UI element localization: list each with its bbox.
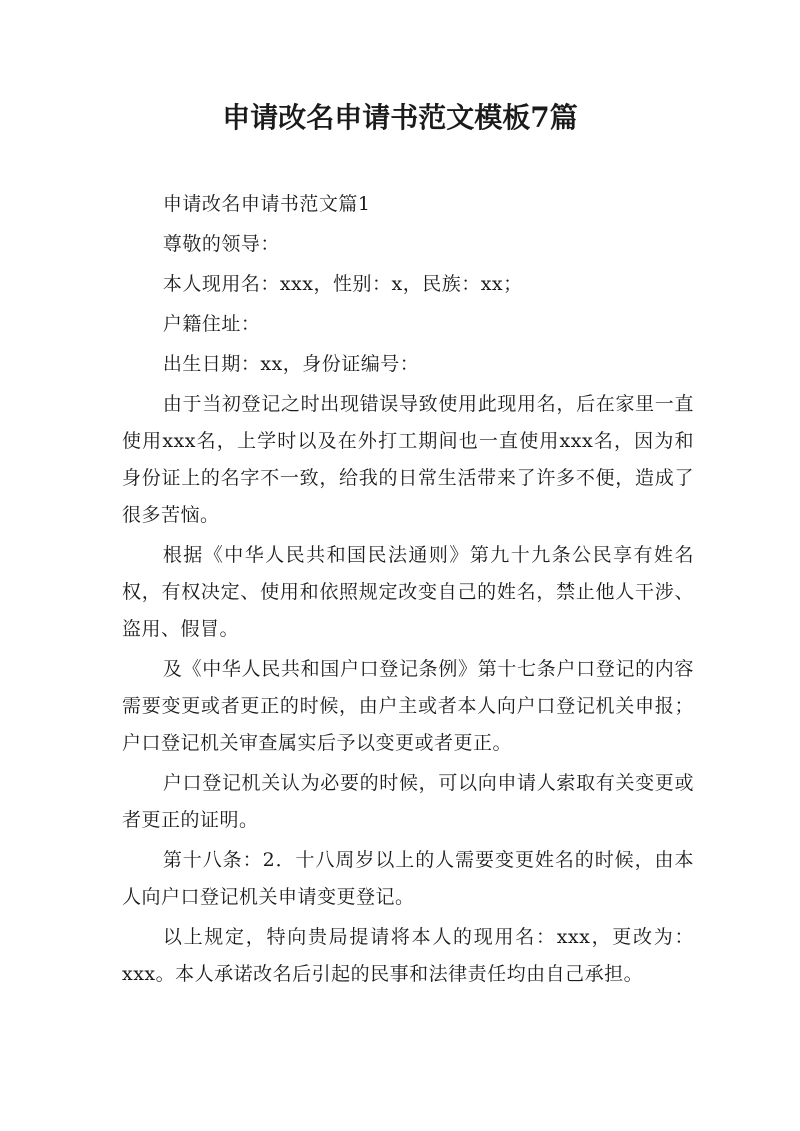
current-name-line: 本人现用名：xxx，性别：x，民族：xx； <box>162 273 523 295</box>
registration-regulation-paragraph: 及《中华人民共和国户口登记条例》第十七条户口登记的内容需要变更或者更正的时候，由户主或者本人向户口登记机关申报；户口登记机关审查属实后予以变更或者更正。 <box>122 658 694 754</box>
document-title: 申请改名申请书范文模板7篇 <box>222 101 578 134</box>
salutation: 尊敬的领导： <box>162 233 280 255</box>
address-line: 户籍住址： <box>162 313 261 335</box>
proof-paragraph: 户口登记机关认为必要的时候，可以向申请人索取有关变更或者更正的证明。 <box>122 772 694 831</box>
section-heading: 申请改名申请书范文篇1 <box>162 193 371 215</box>
civil-law-paragraph: 根据《中华人民共和国民法通则》第九十九条公民享有姓名权，有权决定、使用和依照规定改变自己的姓名，禁止他人干涉、盗用、假冒。 <box>122 544 694 640</box>
reason-paragraph: 由于当初登记之时出现错误导致使用此现用名，后在家里一直使用xxx名，上学时以及在外打工期间也一直使用xxx名，因为和身份证上的名字不一致，给我的日常生活带来了许多不便，造成了很多苦恼。 <box>122 393 694 526</box>
birth-id-line: 出生日期：xx，身份证编号： <box>162 353 420 375</box>
request-paragraph: 以上规定，特向贵局提请将本人的现用名：xxx，更改为：xxx。本人承诺改名后引起的民事和法律责任均由自己承担。 <box>122 926 694 985</box>
document-body <box>122 186 694 996</box>
article-18-paragraph: 第十八条：2．十八周岁以上的人需要变更姓名的时候，由本人向户口登记机关申请变更登记。 <box>122 849 694 908</box>
